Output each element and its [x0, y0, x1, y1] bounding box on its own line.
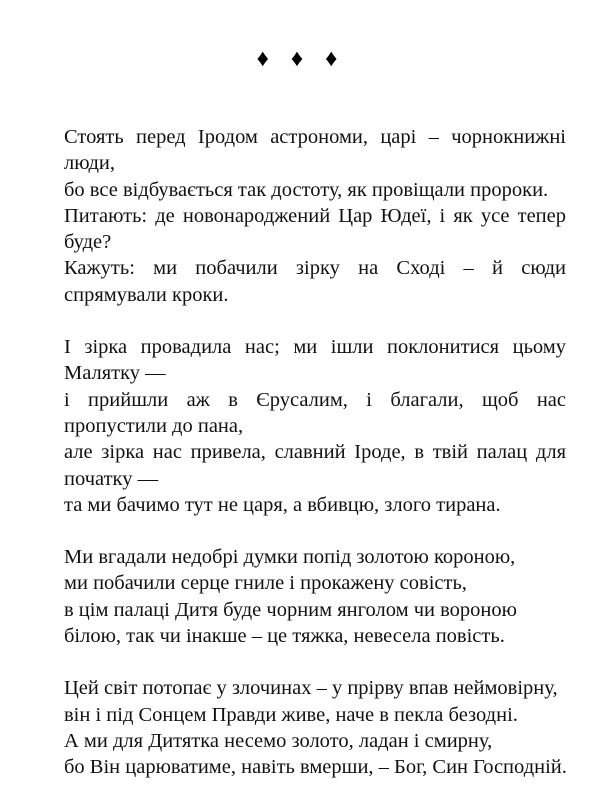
poem-line: Питають: де новонароджений Цар Юдеї, і як усе тепер буде?	[64, 204, 566, 254]
diamond-icon: ♦	[256, 46, 275, 72]
poem-line: та ми бачимо тут не царя, а вбивцю, злого тирана.	[64, 493, 501, 516]
poem-line: бо все відбувається так достоту, як провіщали пророки.	[64, 178, 549, 201]
stanza-4	[64, 675, 566, 780]
poem-line: Кажуть: ми побачили зірку на Сході – й сюди спрямували кроки.	[64, 257, 566, 306]
poem-line: А ми для Дитятка несемо золото, ладан і смирну,	[64, 729, 493, 752]
poem-line: Ми вгадали недобрі думки попід золотою короною,	[64, 546, 516, 569]
section-ornament	[0, 44, 600, 74]
diamond-icon: ♦	[325, 46, 344, 72]
poem-line: бо Він царюватиме, навіть вмерши, – Бог, Син Господній.	[64, 756, 567, 779]
poem-line: Цей світ потопає у злочинах – у прірву впав неймовірну,	[64, 677, 558, 700]
stanza-1	[64, 124, 566, 308]
poem-line: ми побачили серце гниле і прокажену совість,	[64, 572, 467, 595]
poem-line: але зірка нас привела, славний Іроде, в твій палац для початку —	[64, 441, 566, 490]
poem-line: він і під Сонцем Правди живе, наче в пекла безодні.	[64, 703, 518, 726]
poem-line: І зірка провадила нас; ми ішли поклонитися цьому Малятку —	[64, 336, 566, 385]
poem-line: білою, так чи інакше – це тяжка, невесела повість.	[64, 625, 505, 648]
poem-line: в цім палаці Дитя буде чорним янголом чи вороною	[64, 598, 517, 621]
poem-body	[64, 124, 566, 807]
diamond-icon: ♦	[290, 46, 310, 72]
stanza-2	[64, 334, 566, 518]
poem-line: Стоять перед Іродом астрономи, царі – чорнокнижні люди,	[64, 126, 566, 175]
poem-line: і прийшли аж в Єрусалим, і благали, щоб нас пропустили до пана,	[64, 388, 566, 437]
stanza-3	[64, 544, 566, 649]
